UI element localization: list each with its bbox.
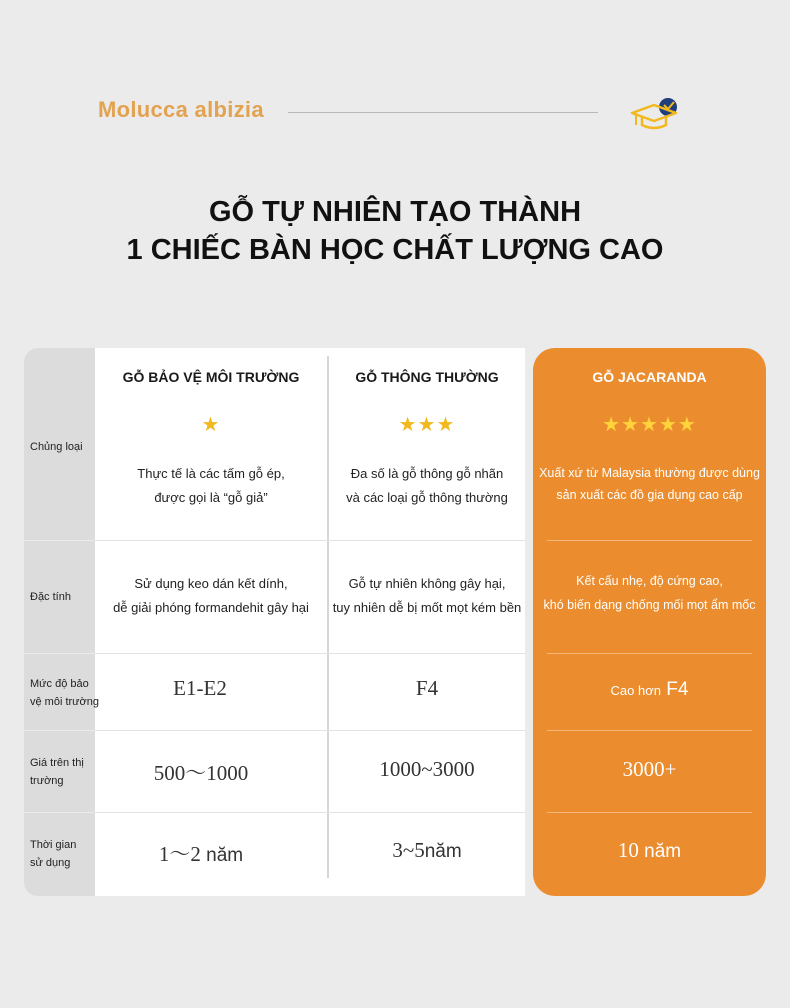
row-divider <box>95 540 525 541</box>
row-label-type: Chủng loại <box>30 441 83 453</box>
row-divider <box>24 540 95 541</box>
env-cell: F4 <box>415 676 439 700</box>
property-cell-line-1: Sử dụng keo dán kết dính, <box>134 576 288 591</box>
life-unit: năm <box>644 841 682 862</box>
env-value: F4 <box>666 679 689 700</box>
star-rating: ★★★★★ <box>602 414 697 436</box>
type-cell-line-1: Đa số là gỗ thông gỗ nhãn <box>350 466 504 481</box>
row-divider <box>547 653 752 654</box>
life-value: 10 <box>617 838 639 862</box>
type-cell-line-2: và các loại gỗ thông thường <box>346 490 508 505</box>
life-unit: năm <box>424 841 462 862</box>
row-divider <box>547 812 752 813</box>
property-cell-line-2: tuy nhiên dễ bị mốt mọt kém bền <box>332 600 522 615</box>
graduation-cap-icon <box>630 96 680 132</box>
row-label-price-line-1: Giá trên thị <box>30 757 84 769</box>
page-title-line-1: GỖ TỰ NHIÊN TẠO THÀNH <box>208 196 582 228</box>
type-cell-line-1: Thực tế là các tấm gỗ ép, <box>137 466 285 481</box>
row-divider <box>547 730 752 731</box>
row-divider <box>547 540 752 541</box>
property-cell-line-1: Kết cấu nhẹ, độ cứng cao, <box>576 574 723 588</box>
row-label-price-line-2: trường <box>30 775 64 787</box>
column-header-jacaranda: GỖ JACARANDA <box>592 369 707 385</box>
price-cell: 3000+ <box>622 757 677 781</box>
comparison-table <box>24 348 766 896</box>
row-divider <box>95 812 525 813</box>
star-rating: ★★★ <box>398 414 456 436</box>
type-cell <box>95 462 327 510</box>
row-label-column <box>24 348 95 896</box>
type-cell <box>533 462 766 506</box>
property-cell <box>95 572 327 620</box>
life-unit: năm <box>206 845 244 866</box>
property-cell <box>533 569 766 617</box>
row-label-env <box>30 675 99 711</box>
row-label-life-line-1: Thời gian <box>30 839 77 851</box>
env-cell: E1-E2 <box>173 676 227 700</box>
row-label-property: Đặc tính <box>30 591 71 603</box>
column-header-eco-wood: GỖ BẢO VỆ MÔI TRƯỜNG <box>122 369 300 385</box>
life-value: 1～2 <box>158 842 201 866</box>
life-cell <box>329 838 525 863</box>
brand-divider <box>288 112 598 113</box>
page-title-line-2: 1 CHIẾC BÀN HỌC CHẤT LƯỢNG CAO <box>126 234 664 266</box>
row-divider <box>24 812 95 813</box>
type-cell-line-2: được gọi là “gỗ giả” <box>154 490 268 505</box>
life-cell <box>95 838 307 868</box>
property-cell <box>329 572 525 620</box>
row-label-env-line-1: Mức độ bảo <box>30 678 89 690</box>
property-cell-line-2: khó biến dạng chống mối mọt ẩm mốc <box>543 598 756 612</box>
row-label-life <box>30 836 76 872</box>
brand-name: Molucca albizia <box>98 97 264 122</box>
property-cell-line-2: dễ giải phóng formandehit gây hại <box>113 600 309 615</box>
row-label-price <box>30 754 84 790</box>
type-cell <box>329 462 525 510</box>
column-header-common-wood: GỖ THÔNG THƯỜNG <box>355 369 499 385</box>
star-rating: ★ <box>201 414 221 436</box>
row-divider <box>95 653 525 654</box>
life-cell <box>533 838 766 863</box>
type-cell-line-1: Xuất xứ từ Malaysia thường được dùng <box>539 466 760 480</box>
env-prefix: Cao hơn <box>610 683 661 698</box>
property-cell-line-1: Gỗ tự nhiên không gây hại, <box>348 576 506 591</box>
row-divider <box>24 653 95 654</box>
row-divider <box>24 730 95 731</box>
price-cell: 500～1000 <box>153 761 249 785</box>
row-label-life-line-2: sử dụng <box>30 857 71 869</box>
env-cell <box>533 676 766 701</box>
type-cell-line-2: sản xuất các đồ gia dụng cao cấp <box>556 488 743 502</box>
life-value: 3~5 <box>392 838 425 862</box>
price-cell: 1000~3000 <box>379 757 475 781</box>
row-label-env-line-2: vệ môi trường <box>30 696 99 708</box>
row-divider <box>95 730 525 731</box>
